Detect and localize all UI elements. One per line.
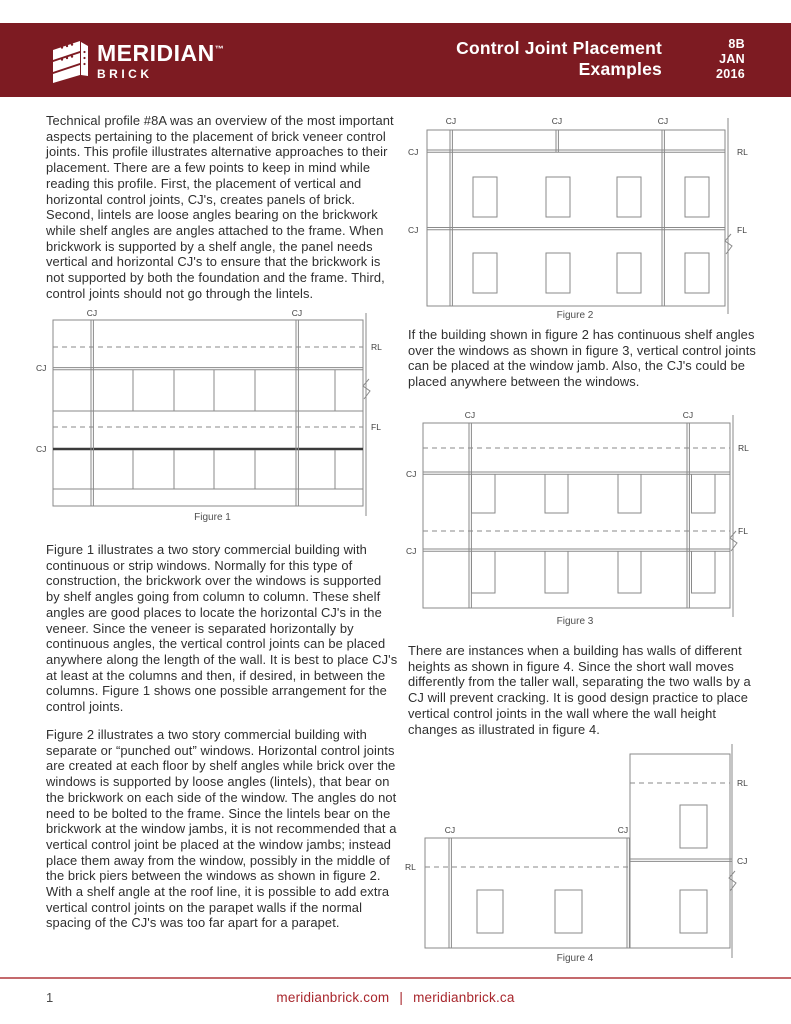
cj-label: CJ xyxy=(464,410,476,420)
figure2-caption: Figure 2 xyxy=(556,310,594,321)
figure3-vertical-cj-right xyxy=(687,423,689,608)
footer-link-com[interactable]: meridianbrick.com xyxy=(276,990,390,1005)
cj-label: CJ xyxy=(657,116,669,126)
figure3-drawing xyxy=(400,409,750,621)
brick-stack-logo-icon xyxy=(50,36,90,83)
brand-wordmark xyxy=(97,36,224,81)
paragraph-figure3-intro: If the building shown in figure 2 has continuous shelf angles over the windows as shown in figure 3, vertical control joints can be placed at the window jamb. Also, the CJ's could be placed anywhere between the windows. xyxy=(408,327,756,390)
figure3-caption: Figure 3 xyxy=(556,616,594,627)
figure4-drawing xyxy=(400,742,750,964)
fl-label: FL xyxy=(371,422,381,432)
figure4-short-wall-outline xyxy=(425,838,630,948)
figure3-break-symbol xyxy=(730,531,737,551)
brand-logo xyxy=(50,36,224,83)
figure2-horizontal-cj-floor xyxy=(427,228,725,230)
figure4-horizontal-cj-tall-wall xyxy=(630,859,732,861)
figure1-horizontal-cj-upper xyxy=(53,368,363,370)
figure4-vertical-cj-left xyxy=(449,838,451,948)
cj-label: CJ xyxy=(682,410,694,420)
footer-divider xyxy=(0,977,791,979)
figure1-break-symbol xyxy=(363,379,370,399)
cj-label: CJ xyxy=(408,147,419,157)
cj-label: CJ xyxy=(444,825,456,835)
cj-label: CJ xyxy=(36,444,47,454)
figure1-window-mullions xyxy=(133,370,335,489)
page-number: 1 xyxy=(46,990,54,1005)
header-bar xyxy=(0,23,791,97)
figure2-wall-outline xyxy=(427,130,725,306)
figure4-windows xyxy=(477,805,707,933)
rl-label: RL xyxy=(371,342,382,352)
cj-label: CJ xyxy=(551,116,563,126)
document-code-month: JAN xyxy=(719,52,745,66)
brand-name: MERIDIAN™ xyxy=(97,40,224,66)
cj-label: CJ xyxy=(86,308,98,318)
fl-label: FL xyxy=(737,225,747,235)
figure2-vertical-cj-parapet xyxy=(556,130,558,152)
figure1-caption: Figure 1 xyxy=(194,512,231,523)
paragraph-figure2: Figure 2 illustrates a two story commercial building with separate or “punched out” windows. Horizontal control joints are created at each floor by shelf angles while brick over the windows is supported by loose angles (lintels), that bear on the brickwork on each side of the window. The angles do not need to be bolted to the frame. Since the lintels bear on the brickwork at the window jambs, it is not recommended that a vertical control joint be placed at the window jambs; instead place them away from the window, possibly in the middle of the brick piers between the windows as shown in figure 2. With a shelf angle at the roof line, it is possible to add extra vertical control joints on the parapet walls if the normal spacing of the CJ's was too far apart for a parapet. xyxy=(46,727,397,931)
rl-label: RL xyxy=(405,862,416,872)
figure2-horizontal-cj-roof xyxy=(427,150,725,152)
footer-link-separator: | xyxy=(399,990,404,1005)
figure2-drawing xyxy=(400,110,750,315)
figure1-vertical-cj-left xyxy=(91,320,93,506)
cj-label: CJ xyxy=(408,225,419,235)
cj-label: CJ xyxy=(406,546,417,556)
paragraph-figure1: Figure 1 illustrates a two story commercial building with continuous or strip windows. Normally for this type of construction, the brickwork over the windows is supported by shelf angles going from column to column. These shelf angles are good places to locate the horizontal CJ's in the veneer. Since the veneer is separated horizontally by continuous angles, the vertical control joints can be placed anywhere along the length of the wall. It is best to place CJ's at least at the columns and then, if desired, in between the columns. Figure 1 shows one possible arrangement for the control joints. xyxy=(46,542,398,715)
figure2-break-symbol xyxy=(725,234,732,254)
trademark-symbol: ™ xyxy=(214,44,224,54)
rl-label: RL xyxy=(737,147,748,157)
footer-links xyxy=(0,990,791,1005)
paragraph-figure4-intro: There are instances when a building has walls of different heights as shown in figure 4. Since the short wall moves differently from the taller wall, separating the two walls by a CJ will prevent cracking. It is good design practice to place vertical control joints in the wall where the wall height changes as illustrated in figure 4. xyxy=(408,643,751,737)
figure3-windows xyxy=(472,474,716,593)
document-title xyxy=(456,38,662,80)
document-code xyxy=(716,37,745,82)
rl-label: RL xyxy=(738,443,749,453)
figure4-vertical-cj-junction xyxy=(627,838,629,948)
paragraph-intro: Technical profile #8A was an overview of the most important aspects pertaining to the placement of brick veneer control joints. This profile illustrates alternative approaches to their placement. There are a few points to keep in mind while reading this profile. First, the placement of vertical and horizontal control joints, CJ's, creates panels of brick. Second, lintels are loose angles bearing on the brickwork while shelf angles are angles attached to the frame. When brickwork is supported by a shelf angle, the panel needs vertical and horizontal CJ's to ensure that the brickwork is not supported by both the foundation and the frame. Third, control joints should not go through the lintels. xyxy=(46,113,394,301)
figure2-vertical-cj-right xyxy=(662,130,664,306)
brand-sub-name: BRICK xyxy=(97,67,153,81)
footer-link-ca[interactable]: meridianbrick.ca xyxy=(413,990,515,1005)
document-code-number: 8B xyxy=(728,37,745,51)
cj-label: CJ xyxy=(617,825,629,835)
document-title-line1: Control Joint Placement xyxy=(456,38,662,58)
rl-label: RL xyxy=(737,778,748,788)
cj-label: CJ xyxy=(291,308,303,318)
figure4-caption: Figure 4 xyxy=(556,953,594,964)
figure1-drawing xyxy=(30,308,395,520)
document-code-year: 2016 xyxy=(715,67,745,81)
fl-label: FL xyxy=(738,526,748,536)
figure2-windows xyxy=(473,177,709,293)
figure1-wall-outline xyxy=(53,320,363,506)
cj-label: CJ xyxy=(36,363,47,373)
figure2-vertical-cj-left xyxy=(450,130,452,306)
document-title-line2: Examples xyxy=(578,59,662,79)
cj-label: CJ xyxy=(406,469,417,479)
cj-label: CJ xyxy=(445,116,457,126)
cj-label: CJ xyxy=(737,856,748,866)
figure1-vertical-cj-right xyxy=(296,320,298,506)
